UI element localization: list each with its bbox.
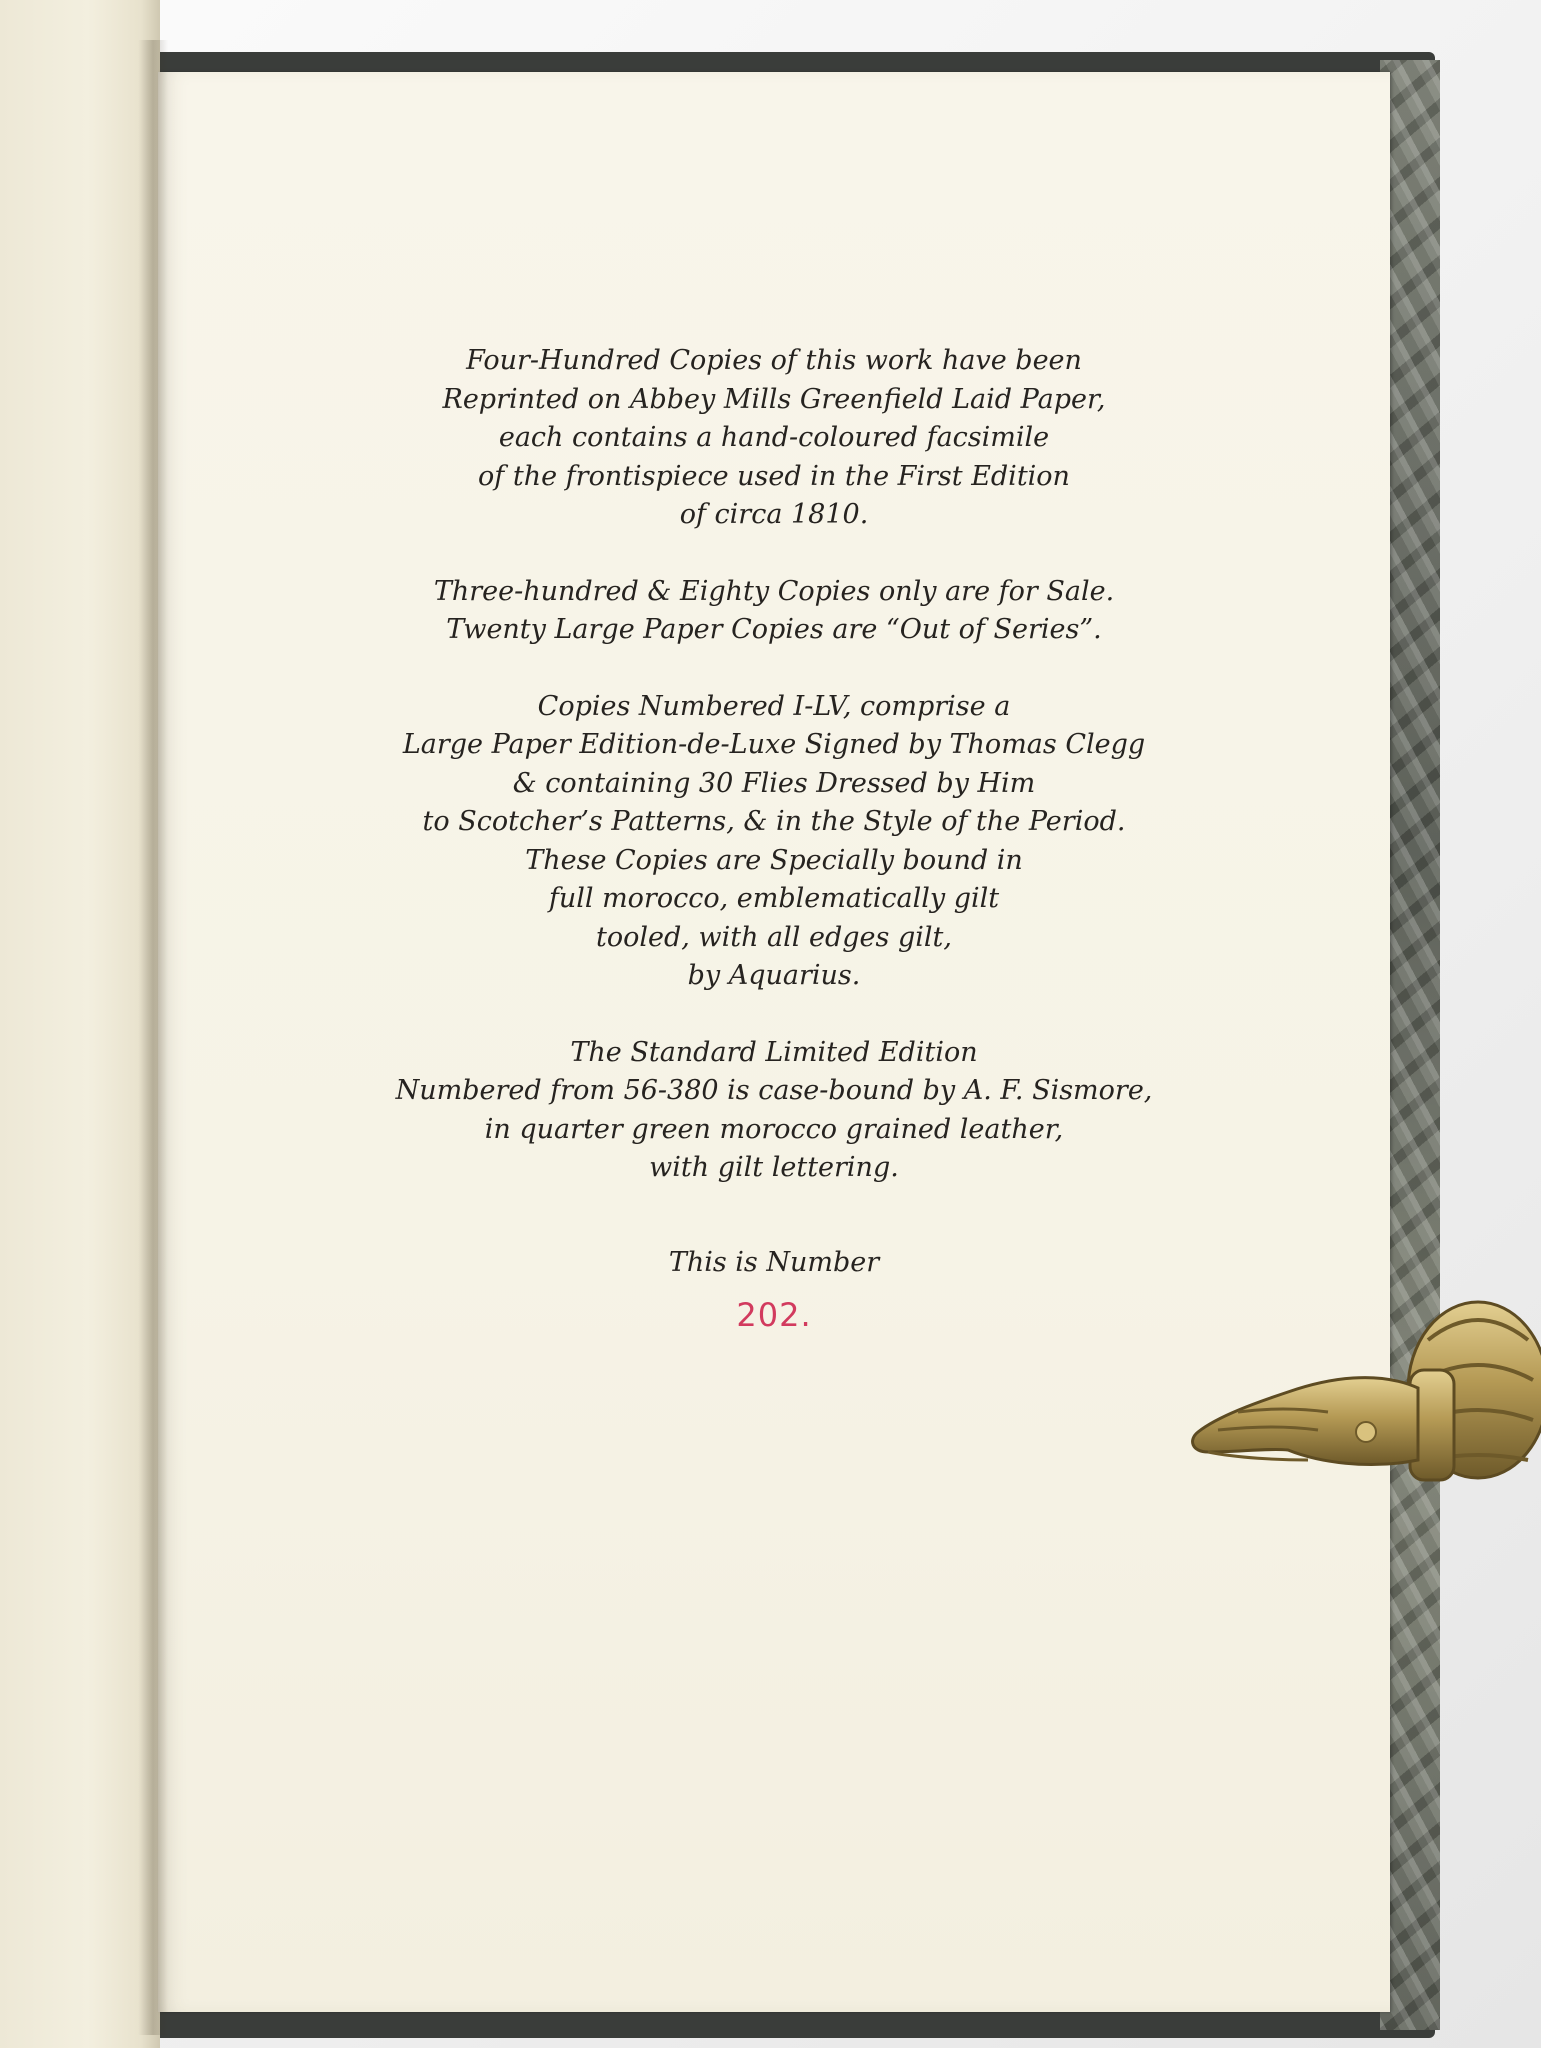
paragraph-edition-paper (158, 342, 1390, 535)
paragraph-standard-edition (158, 1034, 1390, 1188)
text-line: by Aquarius. (687, 960, 861, 991)
text-line: tooled, with all edges gilt, (596, 921, 952, 953)
limitation-statement (158, 342, 1390, 1335)
left-page (0, 0, 160, 2048)
copy-number-label: This is Number (668, 1246, 880, 1278)
text-line: These Copies are Specially bound in (525, 844, 1023, 876)
text-line: Large Paper Edition-de-Luxe Signed by Thomas Clegg (402, 729, 1146, 760)
text-line: to Scotcher’s Patterns, & in the Style of the Period. (422, 806, 1126, 837)
paragraph-copies-for-sale (158, 573, 1390, 650)
text-line: Reprinted on Abbey Mills Greenfield Laid Paper, (442, 383, 1106, 415)
text-line: & containing 30 Flies Dressed by Him (512, 767, 1036, 799)
page-gutter-shadow (138, 40, 168, 2035)
text-line: in quarter green morocco grained leather, (484, 1113, 1064, 1145)
text-line: full morocco, emblematically gilt (548, 883, 1000, 914)
text-line: Copies Numbered I-LV, comprise a (537, 690, 1011, 722)
text-line: of circa 1810. (679, 499, 869, 530)
paragraph-deluxe-edition (158, 688, 1390, 996)
handwritten-copy-number: 202. (736, 1296, 812, 1334)
brass-hand-clip-icon (1178, 1300, 1541, 1560)
text-line: each contains a hand-coloured facsimile (498, 422, 1050, 453)
text-line: Three-hundred & Eighty Copies only are for Sale. (433, 575, 1115, 607)
colophon-page (158, 72, 1390, 2012)
text-line: Twenty Large Paper Copies are “Out of Series”. (446, 614, 1102, 645)
text-line: Numbered from 56-380 is case-bound by A. F. Sismore, (395, 1075, 1153, 1106)
text-line: Four-Hundred Copies of this work have been (466, 345, 1082, 376)
text-line: The Standard Limited Edition (570, 1036, 978, 1068)
text-line: of the frontispiece used in the First Edition (478, 460, 1070, 492)
text-line: with gilt lettering. (649, 1152, 899, 1183)
